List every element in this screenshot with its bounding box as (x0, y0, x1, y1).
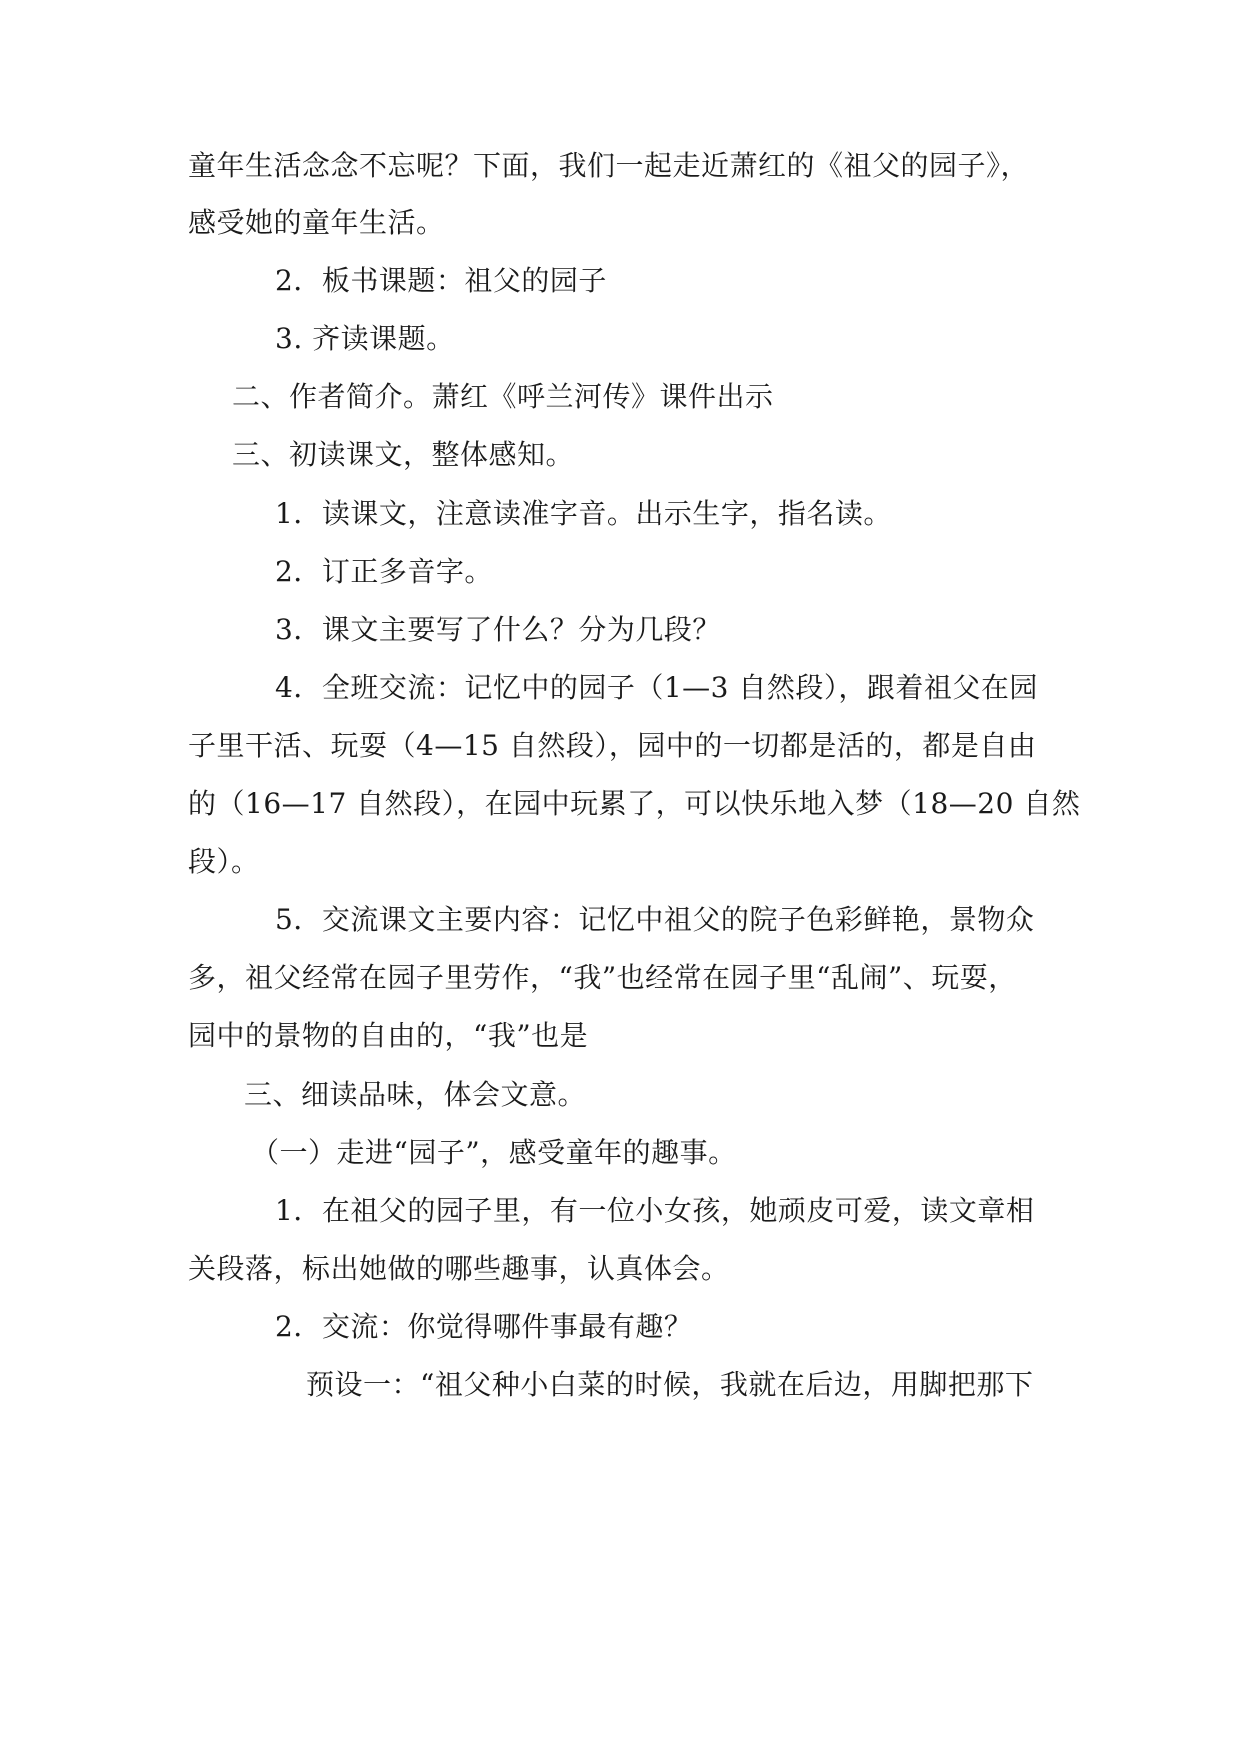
text-line: 子里干活、玩耍（4—15 自然段），园中的一切都是活的，都是自由 (188, 729, 1037, 762)
text-line: 园中的景物的自由的，“我”也是 (188, 1019, 589, 1052)
text-line: 段）。 (188, 845, 260, 878)
subsection-heading: （一）走进“园子”，感受童年的趣事。 (251, 1136, 737, 1169)
numbered-item: 1．读课文，注意读准字音。出示生字，指名读。 (275, 497, 892, 530)
numbered-item: 5．交流课文主要内容：记忆中祖父的院子色彩鲜艳，景物众 (275, 903, 1035, 936)
text-line: 的（16—17 自然段），在园中玩累了，可以快乐地入梦（18—20 自然 (188, 787, 1081, 820)
section-heading: 三、初读课文，整体感知。 (232, 438, 575, 471)
text-line: 感受她的童年生活。 (188, 206, 445, 239)
section-heading: 三、细读品味，体会文意。 (244, 1078, 587, 1111)
section-heading: 二、作者简介。萧红《呼兰河传》课件出示 (232, 380, 774, 413)
numbered-item: 3．课文主要写了什么？分为几段？ (275, 613, 721, 646)
numbered-item: 4．全班交流：记忆中的园子（1—3 自然段），跟着祖父在园 (275, 671, 1038, 704)
numbered-item: 2．板书课题：祖父的园子 (275, 264, 607, 297)
numbered-item: 3. 齐读课题。 (275, 322, 455, 355)
numbered-item: 2．订正多音字。 (275, 555, 493, 588)
numbered-item: 2．交流：你觉得哪件事最有趣？ (275, 1310, 693, 1343)
text-line: 童年生活念念不忘呢？下面，我们一起走近萧红的《祖父的园子》， (188, 149, 1030, 182)
text-line: 多，祖父经常在园子里劳作，“我”也经常在园子里“乱闹”、玩耍， (188, 961, 1017, 994)
numbered-item: 1．在祖父的园子里，有一位小女孩，她顽皮可爱，读文章相 (275, 1194, 1035, 1227)
text-line: 关段落，标出她做的哪些趣事，认真体会。 (188, 1252, 730, 1285)
text-line: 预设一：“祖父种小白菜的时候，我就在后边，用脚把那下 (306, 1368, 1034, 1401)
